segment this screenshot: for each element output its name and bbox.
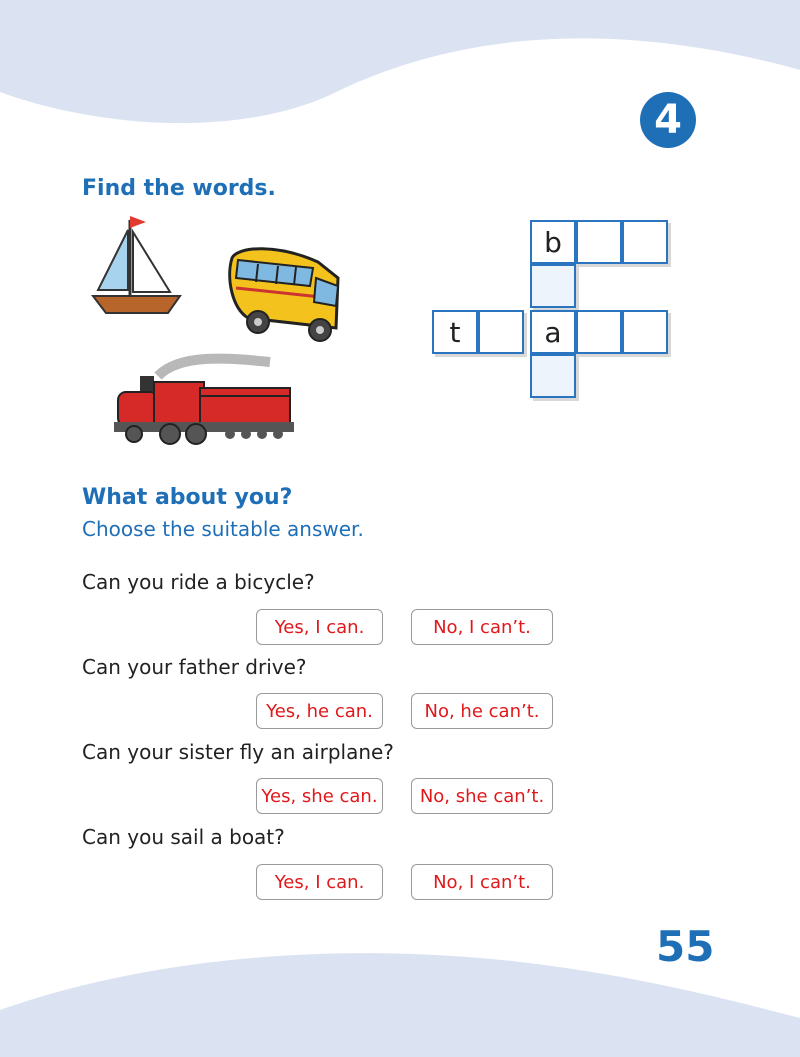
bus-image: [218, 238, 348, 348]
find-words-heading: Find the words.: [82, 176, 276, 201]
sailboat-image: [88, 210, 188, 325]
grid-cell[interactable]: [576, 310, 622, 354]
instruction-text: Choose the suitable answer.: [82, 517, 364, 541]
no-answer-button[interactable]: No, she can’t.: [411, 778, 553, 814]
yes-answer-button[interactable]: Yes, he can.: [256, 693, 383, 729]
grid-cell[interactable]: b: [530, 220, 576, 264]
question-text: Can your father drive?: [82, 655, 307, 679]
question-text: Can you sail a boat?: [82, 825, 285, 849]
no-answer-button[interactable]: No, I can’t.: [411, 864, 553, 900]
question-text: Can you ride a bicycle?: [82, 570, 315, 594]
yes-answer-button[interactable]: Yes, I can.: [256, 864, 383, 900]
no-answer-button[interactable]: No, he can’t.: [411, 693, 553, 729]
unit-badge: 4: [640, 92, 696, 148]
grid-cell[interactable]: a: [530, 310, 576, 354]
grid-cell[interactable]: [530, 354, 576, 398]
grid-cell[interactable]: [576, 220, 622, 264]
yes-answer-button[interactable]: Yes, she can.: [256, 778, 383, 814]
train-image: [110, 348, 300, 448]
question-text: Can your sister fly an airplane?: [82, 740, 394, 764]
grid-cell[interactable]: [478, 310, 524, 354]
yes-answer-button[interactable]: Yes, I can.: [256, 609, 383, 645]
page-number: 55: [656, 922, 715, 971]
grid-cell[interactable]: t: [432, 310, 478, 354]
grid-cell[interactable]: [622, 220, 668, 264]
grid-cell[interactable]: [530, 264, 576, 308]
no-answer-button[interactable]: No, I can’t.: [411, 609, 553, 645]
about-you-heading: What about you?: [82, 485, 293, 510]
grid-cell[interactable]: [622, 310, 668, 354]
